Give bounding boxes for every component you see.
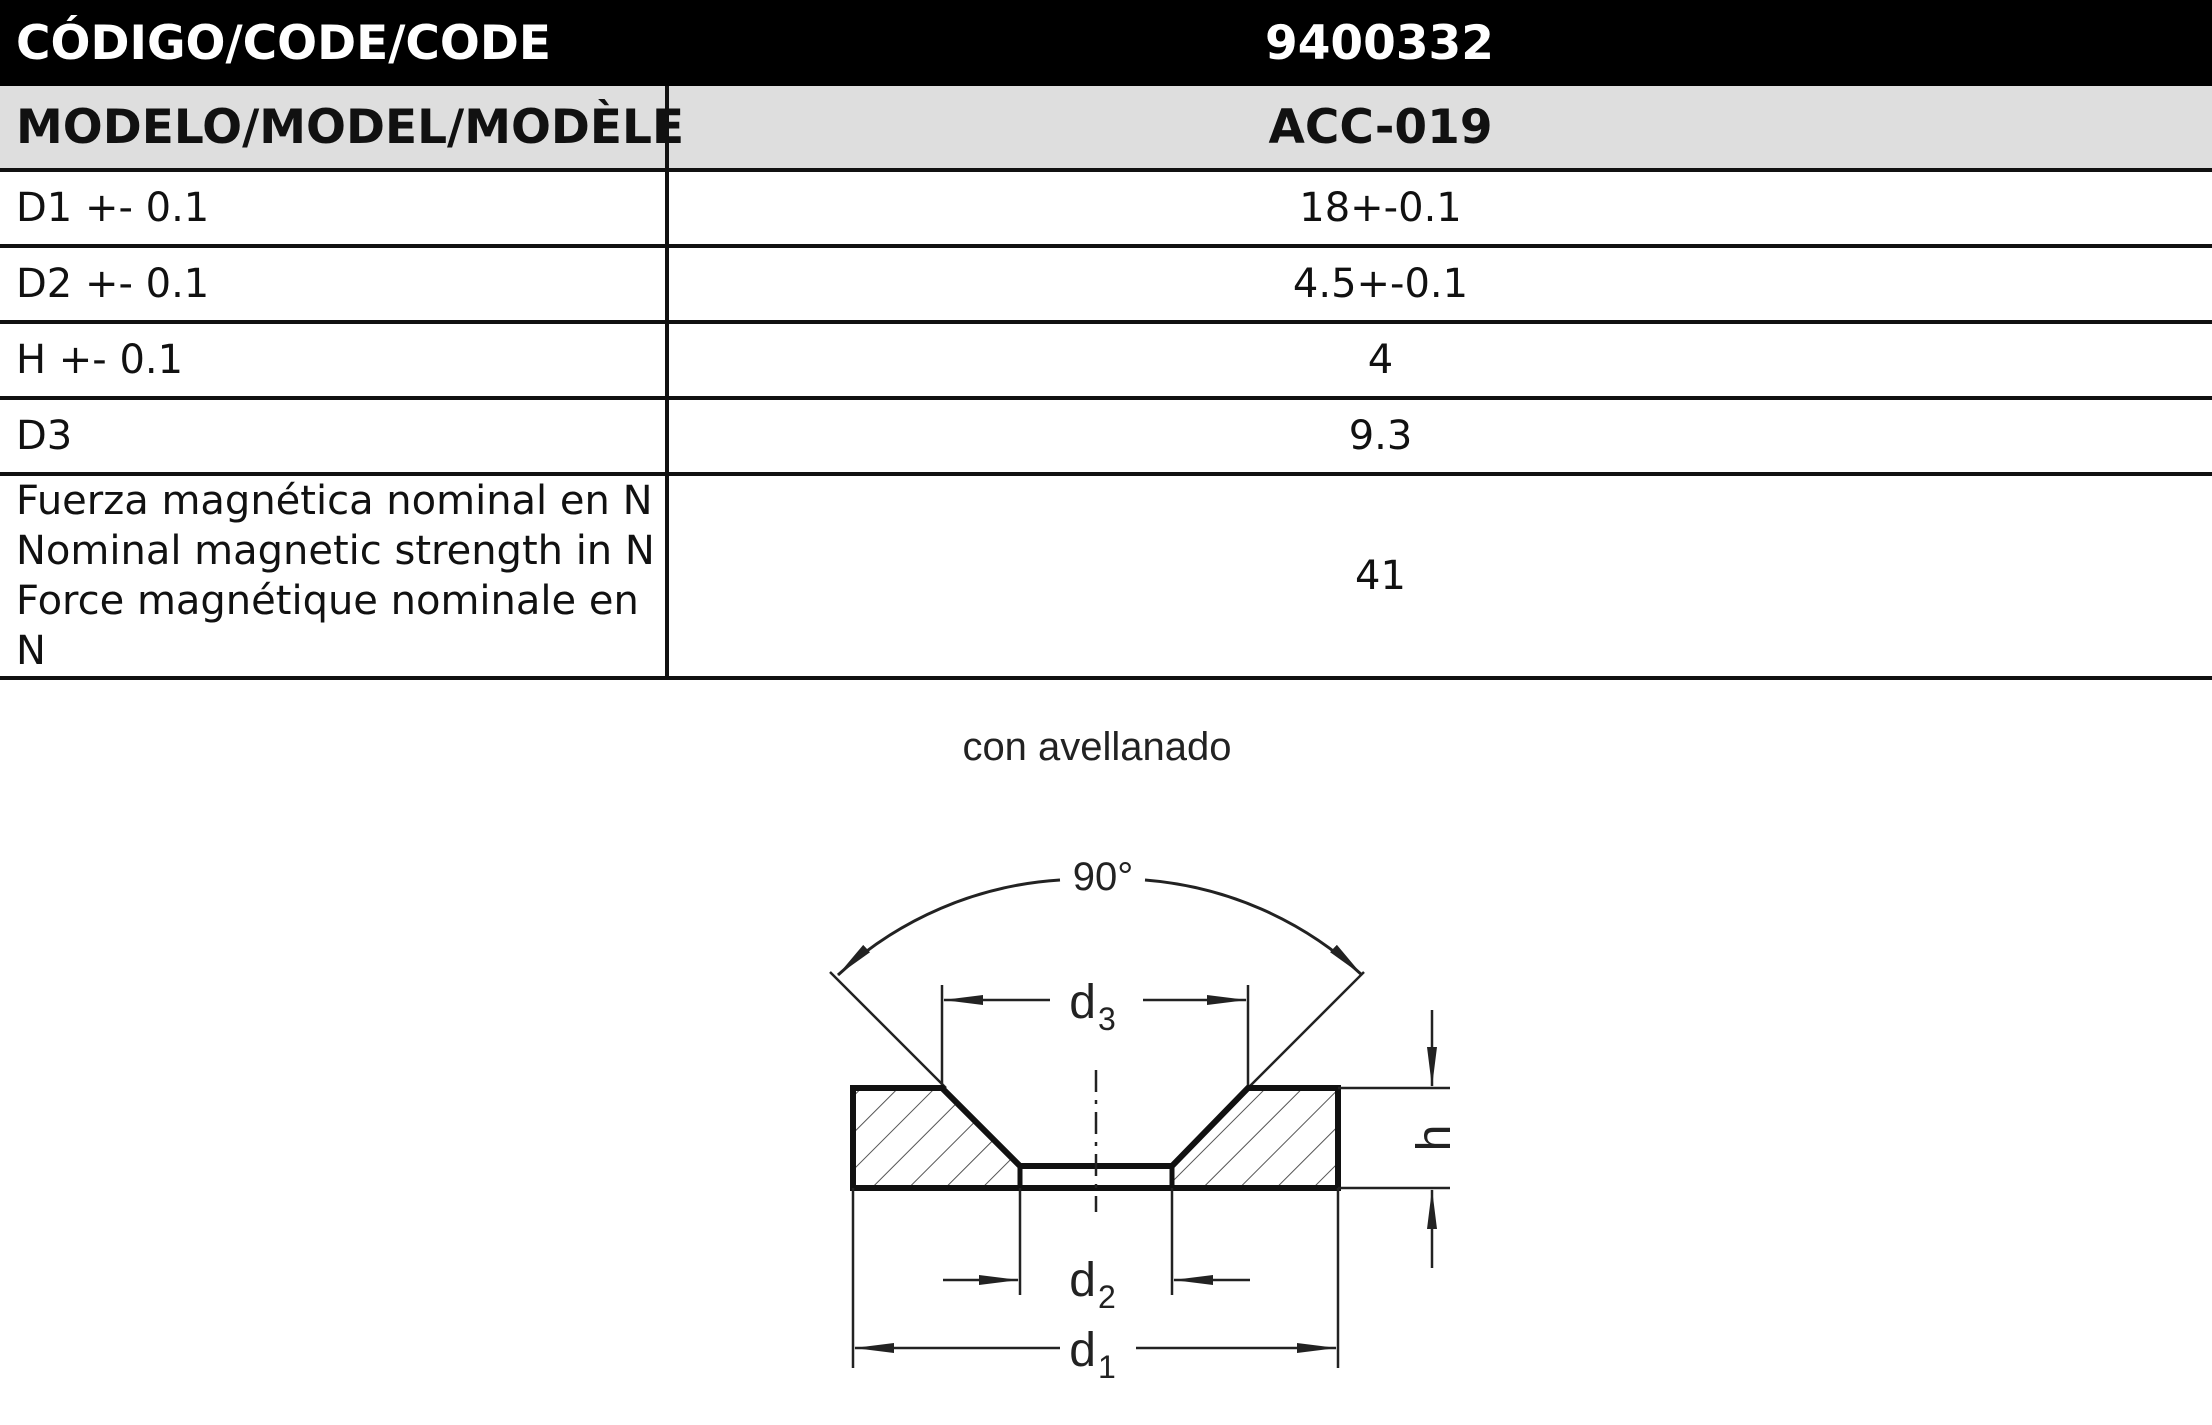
- row-value-d1: 18+-0.1: [667, 170, 2212, 246]
- d1-dimension: [853, 1188, 1338, 1385]
- h-label: h: [1408, 1124, 1461, 1152]
- drawing-caption: con avellanado: [962, 725, 1232, 769]
- table-row: [0, 398, 2212, 474]
- d1-label: d: [1069, 1324, 1096, 1377]
- row-value-d2: 4.5+-0.1: [667, 246, 2212, 322]
- d3-label: d: [1069, 976, 1096, 1029]
- d1-subscript: 1: [1098, 1349, 1116, 1385]
- table-row: [0, 170, 2212, 246]
- force-label: [0, 474, 667, 678]
- d2-label: d: [1069, 1254, 1096, 1307]
- magnet-section: [853, 1070, 1338, 1212]
- force-label-es: Fuerza magnética nominal en N: [16, 478, 653, 524]
- code-row: [0, 0, 2212, 86]
- spec-table: [0, 0, 2212, 680]
- d2-dimension: [943, 1188, 1250, 1315]
- force-label-fr: Force magnétique nominale en N: [16, 578, 639, 674]
- angle-label: 90°: [1072, 855, 1134, 899]
- row-value-d3: 9.3: [667, 398, 2212, 474]
- table-row: [0, 322, 2212, 398]
- row-label-d1: D1 +- 0.1: [0, 170, 667, 246]
- row-label-d2: D2 +- 0.1: [0, 246, 667, 322]
- model-value: ACC-019: [667, 86, 2212, 170]
- d2-subscript: 2: [1098, 1279, 1116, 1315]
- d3-dimension: [942, 976, 1248, 1088]
- force-value: 41: [667, 474, 2212, 678]
- d3-subscript: 3: [1098, 1001, 1116, 1037]
- code-value: 9400332: [667, 0, 2212, 86]
- row-value-h: 4: [667, 322, 2212, 398]
- table-row: [0, 246, 2212, 322]
- model-label: MODELO/MODEL/MODÈLE: [0, 86, 667, 170]
- force-row: [0, 474, 2212, 678]
- row-label-d3: D3: [0, 398, 667, 474]
- force-label-en: Nominal magnetic strength in N: [16, 528, 655, 574]
- code-label: CÓDIGO/CODE/CODE: [0, 0, 667, 86]
- model-row: [0, 86, 2212, 170]
- row-label-h: H +- 0.1: [0, 322, 667, 398]
- angle-dimension: [830, 855, 1364, 1088]
- h-dimension: [1338, 1010, 1461, 1268]
